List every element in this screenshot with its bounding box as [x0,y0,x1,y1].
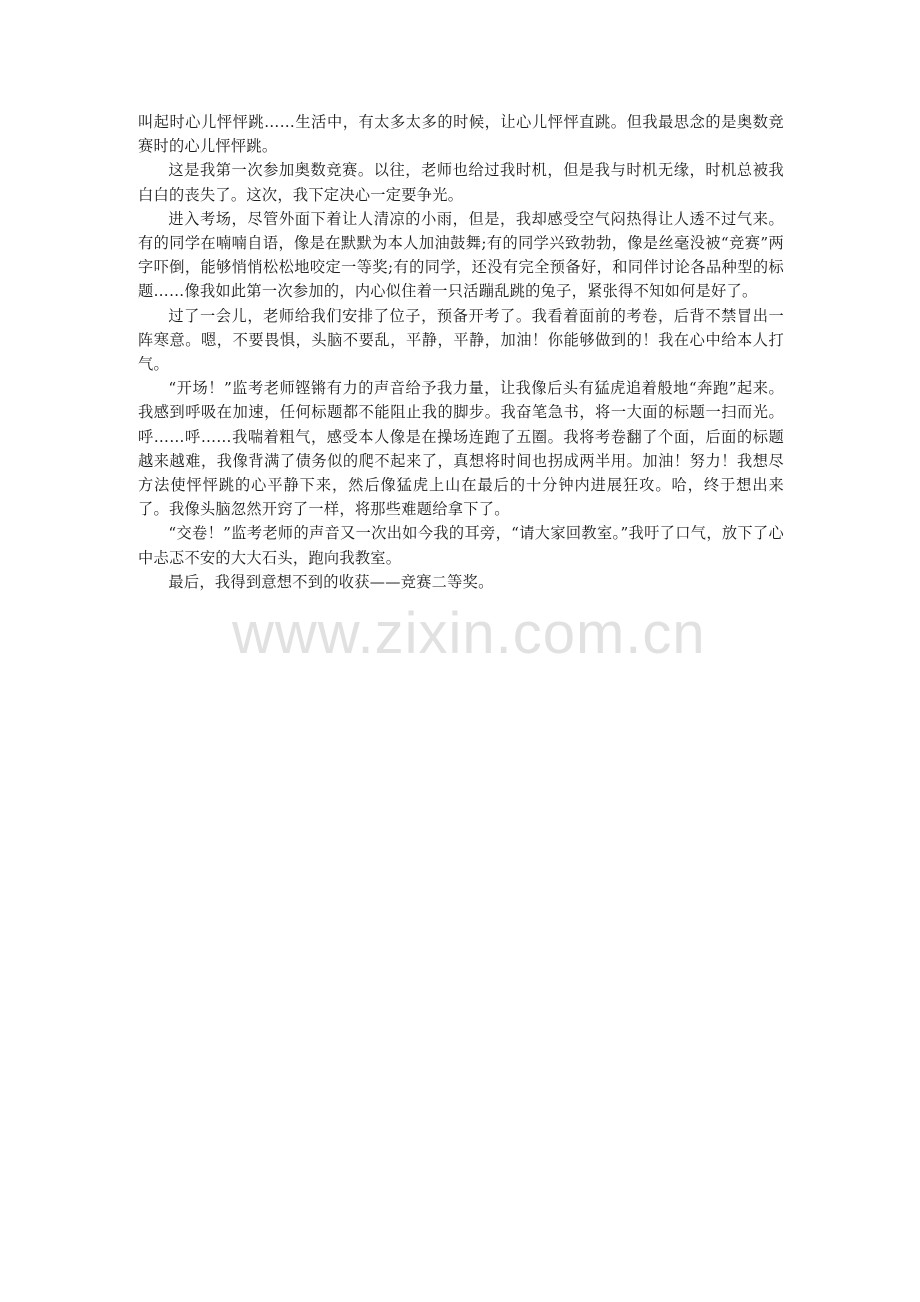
paragraph-2: 这是我第一次参加奥数竞赛。以往，老师也给过我时机，但是我与时机无缘，时机总被我白白的丧失了。这次，我下定决心一定要争光。 [138,161,784,204]
watermark-text: www.zixin.com.cn [232,601,706,666]
article-body [138,110,784,594]
paragraph-3: 进入考场，尽管外面下着让人清凉的小雨，但是，我却感受空气闷热得让人透不过气来。有的同学在喃喃自语，像是在默默为本人加油鼓舞;有的同学兴致勃勃，像是丝毫没被“竞赛”两字吓倒，能够悄悄松松地咬定一等奖;有的同学，还没有完全预备好，和同伴讨论各品种型的标题……像我如此第一次参加的，内心似住着一只活蹦乱跳的兔子，紧张得不知如何是好了。 [138,209,784,301]
paragraph-7: 最后，我得到意想不到的收获——竞赛二等奖。 [168,572,494,591]
paragraph-6: “交卷！”监考老师的声音又一次出如今我的耳旁，“请大家回教室。”我吁了口气，放下了心中忐忑不安的大大石头，跑向我教室。 [138,524,784,567]
paragraph-1: 叫起时心儿怦怦跳……生活中，有太多太多的时候，让心儿怦怦直跳。但我最思念的是奥数竞赛时的心儿怦怦跳。 [138,113,784,156]
paragraph-4: 过了一会儿，老师给我们安排了位子，预备开考了。我看着面前的考卷，后背不禁冒出一阵寒意。嗯，不要畏惧，头脑不要乱，平静，平静，加油！你能够做到的！我在心中给本人打气。 [138,306,784,374]
paragraph-5: “开场！”监考老师铿锵有力的声音给予我力量，让我像后头有猛虎追着般地“奔跑”起来。我感到呼吸在加速，任何标题都不能阻止我的脚步。我奋笔急书，将一大面的标题一扫而光。呼……呼……我喘着粗气，感受本人像是在操场连跑了五圈。我将考卷翻了个面，后面的标题越来越难，我像背满了债务似的爬不起来了，真想将时间也拐成两半用。加油！努力！我想尽方法使怦怦跳的心平静下来，然后像猛虎上山在最后的十分钟内进展狂攻。哈，终于想出来了。我像头脑忽然开窍了一样，将那些难题给拿下了。 [138,379,784,519]
